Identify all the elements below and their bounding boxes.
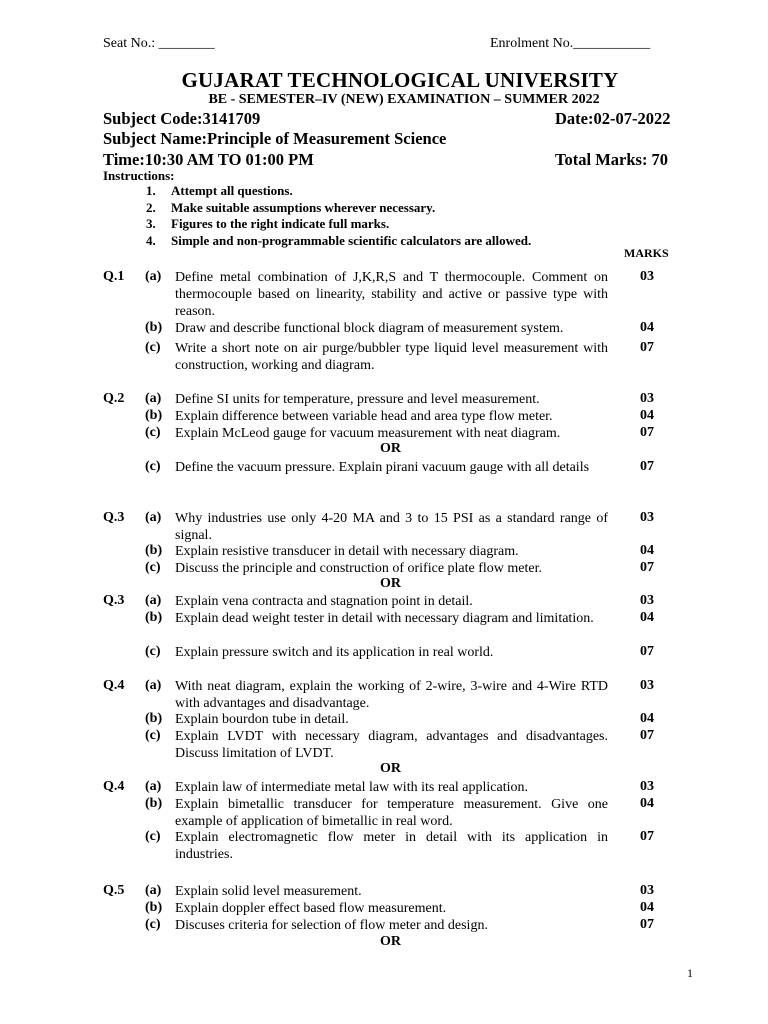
exam-semester-line: BE - SEMESTER–IV (NEW) EXAMINATION – SUMMER 2022 (208, 92, 600, 107)
part-marks: 07 (640, 425, 654, 440)
or-separator: OR (380, 761, 401, 776)
question-text: Explain bourdon tube in detail. (175, 712, 349, 727)
question-text: With neat diagram, explain the working of 2-wire, 3-wire and 4-Wire RTD with advantages and disadvantage. (175, 679, 608, 711)
page-number: 1 (687, 966, 693, 980)
question-text: Explain dead weight tester in detail with necessary diagram and limitation. (175, 611, 594, 626)
question-number: Q.1 (103, 269, 125, 284)
question-text: Explain resistive transducer in detail with necessary diagram. (175, 544, 519, 559)
part-marks: 07 (640, 340, 654, 355)
instruction-text: Simple and non-programmable scientific calculators are allowed. (171, 232, 532, 248)
question-text: Explain LVDT with necessary diagram, advantages and disadvantages. Discuss limitation of LVDT. (175, 729, 608, 761)
part-label: (b) (145, 900, 163, 915)
part-marks: 04 (640, 408, 654, 423)
instruction-number: 2. (146, 199, 156, 215)
question-text: Explain vena contracta and stagnation point in detail. (175, 594, 473, 609)
question-text: Discuss the principle and construction of orifice plate flow meter. (175, 561, 543, 576)
exam-time: Time:10:30 AM TO 01:00 PM (103, 150, 314, 169)
enrolment-no-field: Enrolment No.___________ (490, 36, 651, 51)
subject-code: Subject Code:3141709 (103, 109, 261, 128)
part-label: (c) (145, 829, 161, 844)
question-text: Write a short note on air purge/bubbler type liquid level measurement with construction, working and diagram. (175, 341, 608, 373)
part-label: (c) (145, 340, 161, 355)
question-text: Explain McLeod gauge for vacuum measurement with neat diagram. (175, 426, 561, 441)
instruction-text: Figures to the right indicate full marks. (171, 216, 390, 231)
question-text: Explain difference between variable head and area type flow meter. (175, 409, 553, 424)
question-text: Define metal combination of J,K,R,S and T thermocouple. Comment on thermocouple based on linearity, stability and active or passive type with reason. (175, 270, 608, 319)
instruction-item (146, 233, 531, 250)
part-marks: 07 (640, 917, 654, 932)
part-label: (a) (145, 391, 162, 406)
part-label: (b) (145, 408, 163, 423)
part-label: (c) (145, 917, 161, 932)
instructions-title: Instructions: (103, 168, 175, 183)
question-number: Q.3 (103, 593, 125, 608)
part-marks: 07 (640, 644, 654, 659)
total-marks: Total Marks: 70 (555, 150, 669, 169)
question-number: Q.2 (103, 391, 125, 406)
or-separator: OR (380, 934, 401, 949)
part-label: (c) (145, 560, 161, 575)
part-marks: 07 (640, 728, 654, 743)
part-label: (b) (145, 610, 163, 625)
part-marks: 03 (640, 593, 654, 608)
part-label: (b) (145, 543, 163, 558)
question-text: Explain law of intermediate metal law with its real application. (175, 780, 528, 795)
part-marks: 03 (640, 779, 654, 794)
part-marks: 04 (640, 796, 654, 811)
part-label: (c) (145, 459, 161, 474)
part-marks: 04 (640, 543, 654, 558)
part-label: (b) (145, 711, 163, 726)
part-marks: 03 (640, 510, 654, 525)
instruction-item (146, 216, 531, 233)
marks-column-heading: MARKS (624, 246, 669, 260)
or-separator: OR (380, 576, 401, 591)
part-label: (a) (145, 510, 162, 525)
part-marks: 04 (640, 320, 654, 335)
instruction-text: Make suitable assumptions wherever necessary. (171, 199, 436, 215)
question-text: Explain electromagnetic flow meter in detail with its application in industries. (175, 830, 608, 862)
instructions-list (146, 183, 531, 249)
instruction-number: 1. (146, 183, 156, 198)
question-number: Q.4 (103, 779, 125, 794)
question-text: Explain pressure switch and its application in real world. (175, 645, 494, 660)
part-label: (c) (145, 644, 161, 659)
part-label: (a) (145, 269, 162, 284)
instruction-number: 3. (146, 216, 156, 231)
question-text: Explain bimetallic transducer for temperature measurement. Give one example of application of bimetallic in real word. (175, 797, 608, 829)
part-marks: 03 (640, 391, 654, 406)
part-label: (b) (145, 796, 163, 811)
part-label: (c) (145, 425, 161, 440)
question-text: Why industries use only 4-20 MA and 3 to 15 PSI as a standard range of signal. (175, 511, 608, 543)
instruction-item (146, 183, 531, 200)
subject-name: Subject Name:Principle of Measurement Science (103, 129, 447, 148)
part-label: (a) (145, 593, 162, 608)
part-marks: 04 (640, 900, 654, 915)
part-label: (a) (145, 779, 162, 794)
instruction-item (146, 200, 531, 217)
part-marks: 03 (640, 883, 654, 898)
instruction-number: 4. (146, 232, 156, 248)
part-marks: 07 (640, 459, 654, 474)
question-text: Explain solid level measurement. (175, 884, 362, 899)
part-marks: 03 (640, 269, 654, 284)
question-number: Q.4 (103, 678, 125, 693)
question-text: Explain doppler effect based flow measurement. (175, 901, 447, 916)
or-separator: OR (380, 441, 401, 456)
university-title: GUJARAT TECHNOLOGICAL UNIVERSITY (181, 68, 619, 92)
part-marks: 07 (640, 829, 654, 844)
part-label: (c) (145, 728, 161, 743)
exam-date: Date:02-07-2022 (555, 109, 671, 128)
question-number: Q.5 (103, 883, 125, 898)
seat-no-field: Seat No.: ________ (103, 36, 215, 51)
part-label: (a) (145, 883, 162, 898)
part-label: (b) (145, 320, 163, 335)
part-marks: 07 (640, 560, 654, 575)
question-text: Draw and describe functional block diagram of measurement system. (175, 321, 564, 336)
part-marks: 04 (640, 711, 654, 726)
part-marks: 04 (640, 610, 654, 625)
question-text: Define SI units for temperature, pressure and level measurement. (175, 392, 540, 407)
question-number: Q.3 (103, 510, 125, 525)
question-text: Discuses criteria for selection of flow meter and design. (175, 918, 488, 933)
part-marks: 03 (640, 678, 654, 693)
part-label: (a) (145, 678, 162, 693)
question-text: Define the vacuum pressure. Explain pirani vacuum gauge with all details (175, 460, 590, 475)
instruction-text: Attempt all questions. (171, 183, 293, 198)
